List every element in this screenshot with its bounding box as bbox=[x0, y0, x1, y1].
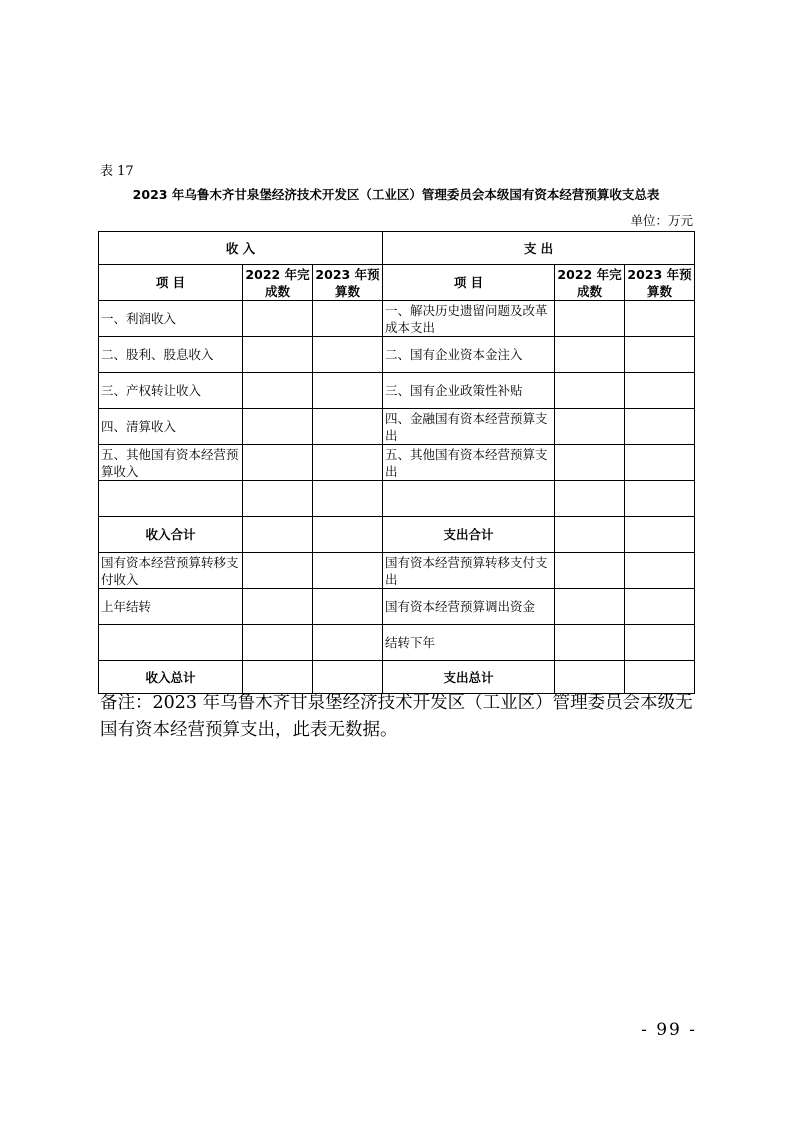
table-row bbox=[99, 481, 695, 517]
expense-2023-cell bbox=[625, 481, 695, 517]
income-item bbox=[99, 625, 243, 661]
table-row bbox=[99, 301, 695, 337]
budget-summary-table bbox=[98, 231, 695, 694]
expense-total-label: 支出总计 bbox=[383, 661, 555, 694]
income-2023-cell bbox=[313, 373, 383, 409]
expense-item-header: 项 目 bbox=[383, 265, 555, 301]
income-2022-cell bbox=[243, 589, 313, 625]
expense-item: 二、国有企业资本金注入 bbox=[383, 337, 555, 373]
table-number: 表 17 bbox=[100, 164, 134, 179]
income-2023-cell bbox=[313, 589, 383, 625]
income-2022-cell bbox=[243, 625, 313, 661]
income-item bbox=[99, 481, 243, 517]
expense-item: 五、其他国有资本经营预算支出 bbox=[383, 445, 555, 481]
income-item: 国有资本经营预算转移支付收入 bbox=[99, 553, 243, 589]
income-2023-cell bbox=[313, 445, 383, 481]
income-2023-cell bbox=[313, 625, 383, 661]
income-total-2022 bbox=[243, 661, 313, 694]
income-2022-cell bbox=[243, 445, 313, 481]
table-row bbox=[99, 589, 695, 625]
income-2022-cell bbox=[243, 553, 313, 589]
income-2022-cell bbox=[243, 301, 313, 337]
subtotal-row bbox=[99, 517, 695, 553]
income-2023-cell bbox=[313, 301, 383, 337]
expense-2022-cell bbox=[555, 625, 625, 661]
income-section-header: 收 入 bbox=[99, 232, 383, 265]
expense-2023-cell bbox=[625, 301, 695, 337]
page-number: - 99 - bbox=[641, 1020, 697, 1040]
total-row bbox=[99, 661, 695, 694]
table-row bbox=[99, 445, 695, 481]
expense-subtotal-2022 bbox=[555, 517, 625, 553]
expense-item: 结转下年 bbox=[383, 625, 555, 661]
income-2022-cell bbox=[243, 481, 313, 517]
expense-2023-header: 2023 年预算数 bbox=[625, 265, 695, 301]
expense-item: 国有资本经营预算调出资金 bbox=[383, 589, 555, 625]
unit-label: 单位：万元 bbox=[630, 213, 693, 228]
expense-item: 国有资本经营预算转移支付支出 bbox=[383, 553, 555, 589]
page-title: 2023 年乌鲁木齐甘泉堡经济技术开发区（工业区）管理委员会本级国有资本经营预算收支总表 bbox=[132, 187, 660, 202]
expense-item: 四、金融国有资本经营预算支出 bbox=[383, 409, 555, 445]
expense-total-2023 bbox=[625, 661, 695, 694]
income-item-header: 项 目 bbox=[99, 265, 243, 301]
income-total-2023 bbox=[313, 661, 383, 694]
income-2022-cell bbox=[243, 409, 313, 445]
expense-2022-cell bbox=[555, 409, 625, 445]
expense-2023-cell bbox=[625, 553, 695, 589]
expense-item bbox=[383, 481, 555, 517]
income-subtotal-label: 收入合计 bbox=[99, 517, 243, 553]
expense-2022-cell bbox=[555, 373, 625, 409]
income-2023-cell bbox=[313, 409, 383, 445]
income-item: 四、清算收入 bbox=[99, 409, 243, 445]
expense-2022-header: 2022 年完成数 bbox=[555, 265, 625, 301]
income-item: 二、股利、股息收入 bbox=[99, 337, 243, 373]
expense-item: 三、国有企业政策性补贴 bbox=[383, 373, 555, 409]
section-header-row bbox=[99, 232, 695, 265]
table-row bbox=[99, 553, 695, 589]
expense-2023-cell bbox=[625, 589, 695, 625]
expense-2023-cell bbox=[625, 373, 695, 409]
expense-2022-cell bbox=[555, 337, 625, 373]
income-item: 上年结转 bbox=[99, 589, 243, 625]
expense-subtotal-label: 支出合计 bbox=[383, 517, 555, 553]
income-2022-header: 2022 年完成数 bbox=[243, 265, 313, 301]
income-item: 一、利润收入 bbox=[99, 301, 243, 337]
income-total-label: 收入总计 bbox=[99, 661, 243, 694]
table-row bbox=[99, 625, 695, 661]
table-row bbox=[99, 409, 695, 445]
income-2022-cell bbox=[243, 373, 313, 409]
income-subtotal-2023 bbox=[313, 517, 383, 553]
income-2023-header: 2023 年预算数 bbox=[313, 265, 383, 301]
table-row bbox=[99, 337, 695, 373]
footnote: 备注：2023 年乌鲁木齐甘泉堡经济技术开发区（工业区）管理委员会本级无国有资本经营预算支出，此表无数据。 bbox=[100, 693, 693, 740]
expense-2023-cell bbox=[625, 625, 695, 661]
expense-item: 一、解决历史遗留问题及改革成本支出 bbox=[383, 301, 555, 337]
income-subtotal-2022 bbox=[243, 517, 313, 553]
expense-2022-cell bbox=[555, 589, 625, 625]
expense-2022-cell bbox=[555, 553, 625, 589]
income-2023-cell bbox=[313, 553, 383, 589]
expense-total-2022 bbox=[555, 661, 625, 694]
income-item: 三、产权转让收入 bbox=[99, 373, 243, 409]
expense-2022-cell bbox=[555, 301, 625, 337]
expense-2023-cell bbox=[625, 409, 695, 445]
table-row bbox=[99, 373, 695, 409]
column-header-row bbox=[99, 265, 695, 301]
income-2023-cell bbox=[313, 481, 383, 517]
income-2023-cell bbox=[313, 337, 383, 373]
expense-2023-cell bbox=[625, 337, 695, 373]
expense-2022-cell bbox=[555, 481, 625, 517]
expense-2022-cell bbox=[555, 445, 625, 481]
income-item: 五、其他国有资本经营预算收入 bbox=[99, 445, 243, 481]
income-2022-cell bbox=[243, 337, 313, 373]
expense-subtotal-2023 bbox=[625, 517, 695, 553]
expense-2023-cell bbox=[625, 445, 695, 481]
expense-section-header: 支 出 bbox=[383, 232, 695, 265]
